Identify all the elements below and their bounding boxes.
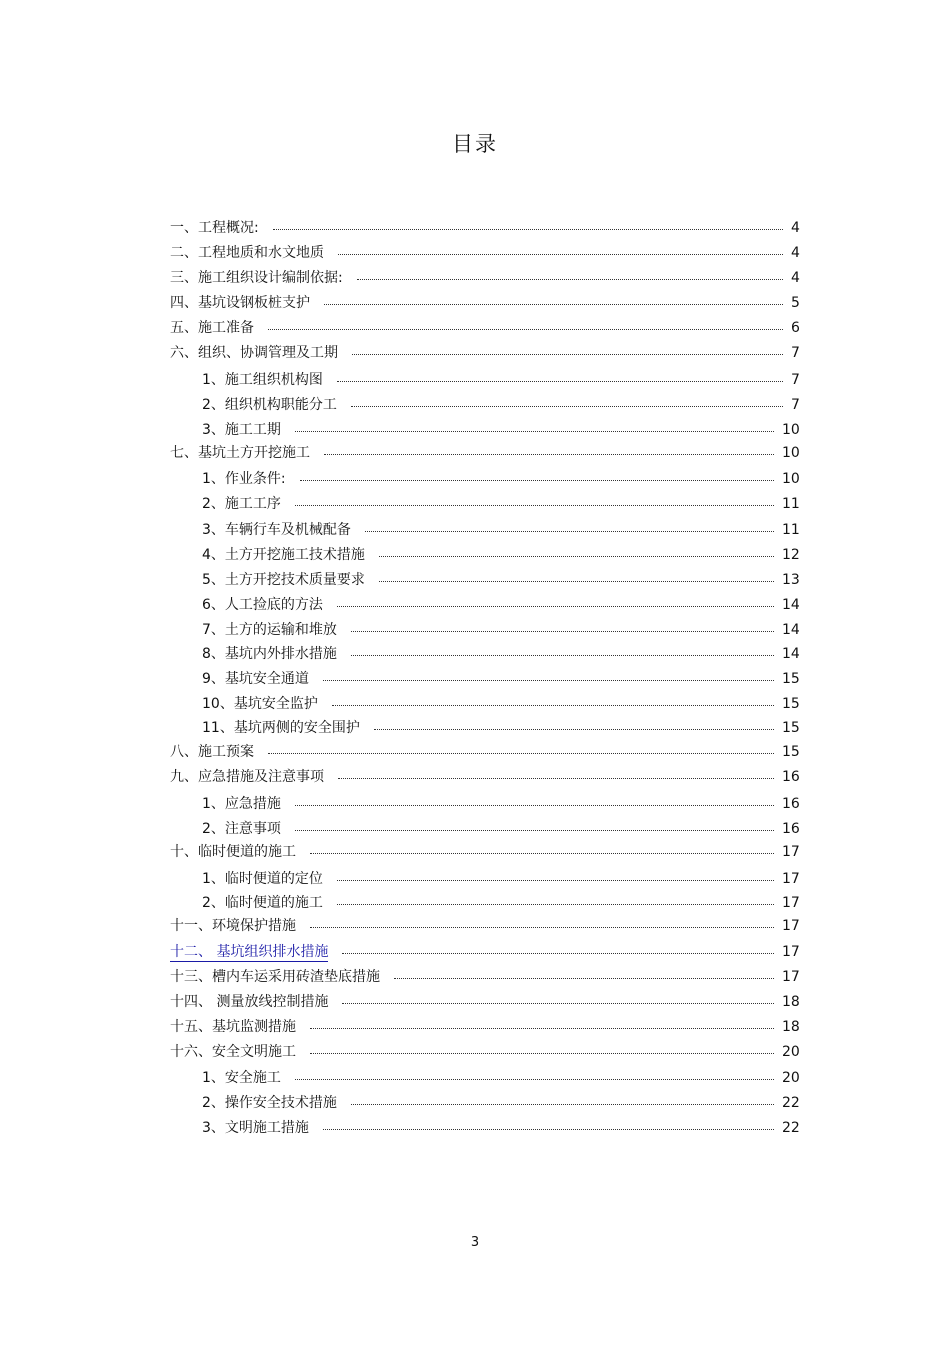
toc-entry-label: 2、操作安全技术措施 bbox=[202, 1095, 337, 1111]
toc-entry-page: 12 bbox=[782, 547, 800, 563]
toc-entry-label: 10、基坑安全监护 bbox=[202, 696, 318, 712]
toc-entry-page: 15 bbox=[782, 744, 800, 760]
toc-entry-page: 17 bbox=[782, 871, 800, 887]
toc-leader-dots bbox=[351, 406, 783, 407]
toc-entry-label: 5、土方开挖技术质量要求 bbox=[202, 572, 365, 588]
toc-entry-label: 2、注意事项 bbox=[202, 821, 281, 837]
toc-entry[interactable] bbox=[170, 342, 800, 364]
toc-leader-dots bbox=[268, 753, 774, 754]
toc-leader-dots bbox=[379, 556, 774, 557]
toc-leader-dots bbox=[352, 354, 783, 355]
toc-entry[interactable] bbox=[170, 966, 800, 988]
toc-entry-label: 六、组织、协调管理及工期 bbox=[170, 345, 338, 361]
toc-leader-dots bbox=[295, 805, 774, 806]
toc-entry[interactable] bbox=[202, 793, 800, 815]
toc-leader-dots bbox=[268, 329, 783, 330]
toc-entry-page: 10 bbox=[782, 422, 800, 438]
toc-entry-label: 十四、 测量放线控制措施 bbox=[170, 994, 329, 1010]
toc-leader-dots bbox=[310, 1028, 774, 1029]
toc-entry-page: 16 bbox=[782, 821, 800, 837]
toc-entry-label: 十、临时便道的施工 bbox=[170, 844, 296, 860]
toc-entry-label: 9、基坑安全通道 bbox=[202, 671, 309, 687]
toc-entry-label: 4、土方开挖施工技术措施 bbox=[202, 547, 365, 563]
toc-entry-label: 6、人工捡底的方法 bbox=[202, 597, 323, 613]
toc-entry[interactable] bbox=[170, 841, 800, 863]
toc-entry-page: 4 bbox=[791, 245, 800, 261]
toc-entry[interactable] bbox=[170, 292, 800, 314]
toc-leader-dots bbox=[374, 729, 774, 730]
toc-entry-label: 五、施工准备 bbox=[170, 320, 254, 336]
toc-entry[interactable] bbox=[170, 766, 800, 788]
toc-leader-dots bbox=[310, 853, 774, 854]
toc-entry-label: 七、基坑土方开挖施工 bbox=[170, 445, 310, 461]
toc-leader-dots bbox=[365, 531, 774, 532]
toc-entry-page: 7 bbox=[791, 372, 800, 388]
toc-entry-label: 十五、基坑监测措施 bbox=[170, 1019, 296, 1035]
toc-leader-dots bbox=[357, 279, 783, 280]
toc-entry[interactable] bbox=[170, 991, 800, 1013]
toc-entry-page: 11 bbox=[782, 522, 800, 538]
toc-entry-page: 7 bbox=[791, 345, 800, 361]
toc-entry-label: 3、文明施工措施 bbox=[202, 1120, 309, 1136]
toc-leader-dots bbox=[300, 480, 774, 481]
toc-entry-page: 4 bbox=[791, 220, 800, 236]
page-title: 目录 bbox=[452, 132, 498, 156]
toc-entry-label: 1、施工组织机构图 bbox=[202, 372, 323, 388]
toc-entry-page: 14 bbox=[782, 646, 800, 662]
toc-entry-page: 4 bbox=[791, 270, 800, 286]
toc-entry[interactable] bbox=[202, 419, 800, 441]
toc-entry[interactable] bbox=[202, 519, 800, 541]
toc-leader-dots bbox=[351, 1104, 774, 1105]
toc-leader-dots bbox=[295, 505, 774, 506]
toc-entry[interactable] bbox=[170, 317, 800, 339]
toc-entry-page: 10 bbox=[782, 471, 800, 487]
toc-leader-dots bbox=[379, 581, 774, 582]
toc-entry[interactable] bbox=[202, 1117, 800, 1139]
toc-entry[interactable] bbox=[202, 717, 800, 739]
toc-entry-label: 十二、 基坑组织排水措施 bbox=[170, 944, 329, 960]
toc-entry[interactable] bbox=[170, 267, 800, 289]
toc-leader-dots bbox=[295, 431, 774, 432]
toc-entry-page: 5 bbox=[791, 295, 800, 311]
toc-leader-dots bbox=[338, 778, 774, 779]
toc-entry[interactable] bbox=[202, 1067, 800, 1089]
toc-entry-label: 2、组织机构职能分工 bbox=[202, 397, 337, 413]
toc-entry-page: 17 bbox=[782, 844, 800, 860]
toc-entry-page: 6 bbox=[791, 320, 800, 336]
toc-leader-dots bbox=[394, 978, 774, 979]
toc-entry[interactable] bbox=[202, 594, 800, 616]
toc-entry-label: 11、基坑两侧的安全围护 bbox=[202, 720, 360, 736]
toc-entry-label: 九、应急措施及注意事项 bbox=[170, 769, 324, 785]
toc-leader-dots bbox=[324, 304, 783, 305]
toc-entry-page: 16 bbox=[782, 769, 800, 785]
toc-entry-page: 16 bbox=[782, 796, 800, 812]
page-number: 3 bbox=[470, 1235, 480, 1250]
toc-entry[interactable] bbox=[170, 242, 800, 264]
toc-entry[interactable] bbox=[202, 868, 800, 890]
toc-leader-dots bbox=[310, 1053, 774, 1054]
toc-entry-label: 八、施工预案 bbox=[170, 744, 254, 760]
toc-entry-page: 20 bbox=[782, 1044, 800, 1060]
toc-entry-page: 14 bbox=[782, 597, 800, 613]
toc-entry-label: 十一、环境保护措施 bbox=[170, 918, 296, 934]
toc-entry-page: 17 bbox=[782, 944, 800, 960]
toc-entry[interactable] bbox=[170, 442, 800, 464]
toc-entry-label: 十六、安全文明施工 bbox=[170, 1044, 296, 1060]
toc-entry[interactable] bbox=[202, 369, 800, 391]
toc-entry-label: 1、临时便道的定位 bbox=[202, 871, 323, 887]
toc-leader-dots bbox=[337, 880, 774, 881]
toc-leader-dots bbox=[338, 254, 783, 255]
toc-entry[interactable] bbox=[170, 741, 800, 763]
toc-entry-label: 三、施工组织设计编制依据: bbox=[170, 270, 343, 286]
toc-entry[interactable] bbox=[170, 941, 800, 963]
toc-entry-page: 20 bbox=[782, 1070, 800, 1086]
toc-leader-dots bbox=[337, 904, 774, 905]
toc-entry[interactable] bbox=[170, 915, 800, 937]
toc-leader-dots bbox=[273, 229, 783, 230]
toc-leader-dots bbox=[295, 830, 774, 831]
toc-leader-dots bbox=[323, 680, 774, 681]
toc-entry-page: 13 bbox=[782, 572, 800, 588]
toc-entry-page: 15 bbox=[782, 720, 800, 736]
toc-leader-dots bbox=[351, 631, 774, 632]
toc-entry-page: 7 bbox=[791, 397, 800, 413]
toc-entry-label: 2、施工工序 bbox=[202, 496, 281, 512]
toc-entry[interactable] bbox=[202, 668, 800, 690]
toc-entry[interactable] bbox=[170, 1016, 800, 1038]
toc-entry-label: 二、工程地质和水文地质 bbox=[170, 245, 324, 261]
toc-entry[interactable] bbox=[202, 544, 800, 566]
toc-leader-dots bbox=[337, 381, 783, 382]
toc-entry-page: 17 bbox=[782, 895, 800, 911]
toc-entry-label: 7、土方的运输和堆放 bbox=[202, 622, 337, 638]
toc-entry-page: 11 bbox=[782, 496, 800, 512]
toc-entry-label: 十三、槽内车运采用砖渣垫底措施 bbox=[170, 969, 380, 985]
toc-leader-dots bbox=[337, 606, 774, 607]
toc-entry-page: 10 bbox=[782, 445, 800, 461]
toc-leader-dots bbox=[342, 1003, 774, 1004]
toc-entry[interactable] bbox=[170, 1041, 800, 1063]
toc-entry-label: 1、应急措施 bbox=[202, 796, 281, 812]
toc-entry-page: 18 bbox=[782, 1019, 800, 1035]
toc-entry[interactable] bbox=[202, 468, 800, 490]
toc-entry[interactable] bbox=[202, 394, 800, 416]
toc-entry[interactable] bbox=[202, 818, 800, 840]
toc-entry-page: 15 bbox=[782, 696, 800, 712]
toc-entry-page: 22 bbox=[782, 1095, 800, 1111]
toc-entry-page: 17 bbox=[782, 918, 800, 934]
toc-entry-label: 一、工程概况: bbox=[170, 220, 259, 236]
toc-entry-label: 3、车辆行车及机械配备 bbox=[202, 522, 351, 538]
toc-entry-page: 15 bbox=[782, 671, 800, 687]
toc-entry-label: 3、施工工期 bbox=[202, 422, 281, 438]
toc-entry[interactable] bbox=[202, 643, 800, 665]
toc-entry-label: 1、作业条件: bbox=[202, 471, 286, 487]
toc-entry[interactable] bbox=[202, 569, 800, 591]
toc-entry-label: 2、临时便道的施工 bbox=[202, 895, 323, 911]
toc-entry-page: 18 bbox=[782, 994, 800, 1010]
toc-entry[interactable] bbox=[202, 693, 800, 715]
toc-entry[interactable] bbox=[202, 1092, 800, 1114]
toc-entry-page: 14 bbox=[782, 622, 800, 638]
toc-leader-dots bbox=[351, 655, 774, 656]
toc-leader-dots bbox=[324, 454, 774, 455]
toc-entry-label: 四、基坑设钢板桩支护 bbox=[170, 295, 310, 311]
toc-leader-dots bbox=[323, 1129, 774, 1130]
toc-entry[interactable] bbox=[202, 493, 800, 515]
toc-entry-label: 1、安全施工 bbox=[202, 1070, 281, 1086]
toc-entry[interactable] bbox=[202, 619, 800, 641]
toc-entry-page: 22 bbox=[782, 1120, 800, 1136]
toc-leader-dots bbox=[310, 927, 774, 928]
toc-entry[interactable] bbox=[202, 892, 800, 914]
toc-entry-label: 8、基坑内外排水措施 bbox=[202, 646, 337, 662]
toc-leader-dots bbox=[295, 1079, 774, 1080]
toc-leader-dots bbox=[342, 953, 774, 954]
toc-entry-page: 17 bbox=[782, 969, 800, 985]
toc-entry[interactable] bbox=[170, 217, 800, 239]
toc-leader-dots bbox=[332, 705, 774, 706]
